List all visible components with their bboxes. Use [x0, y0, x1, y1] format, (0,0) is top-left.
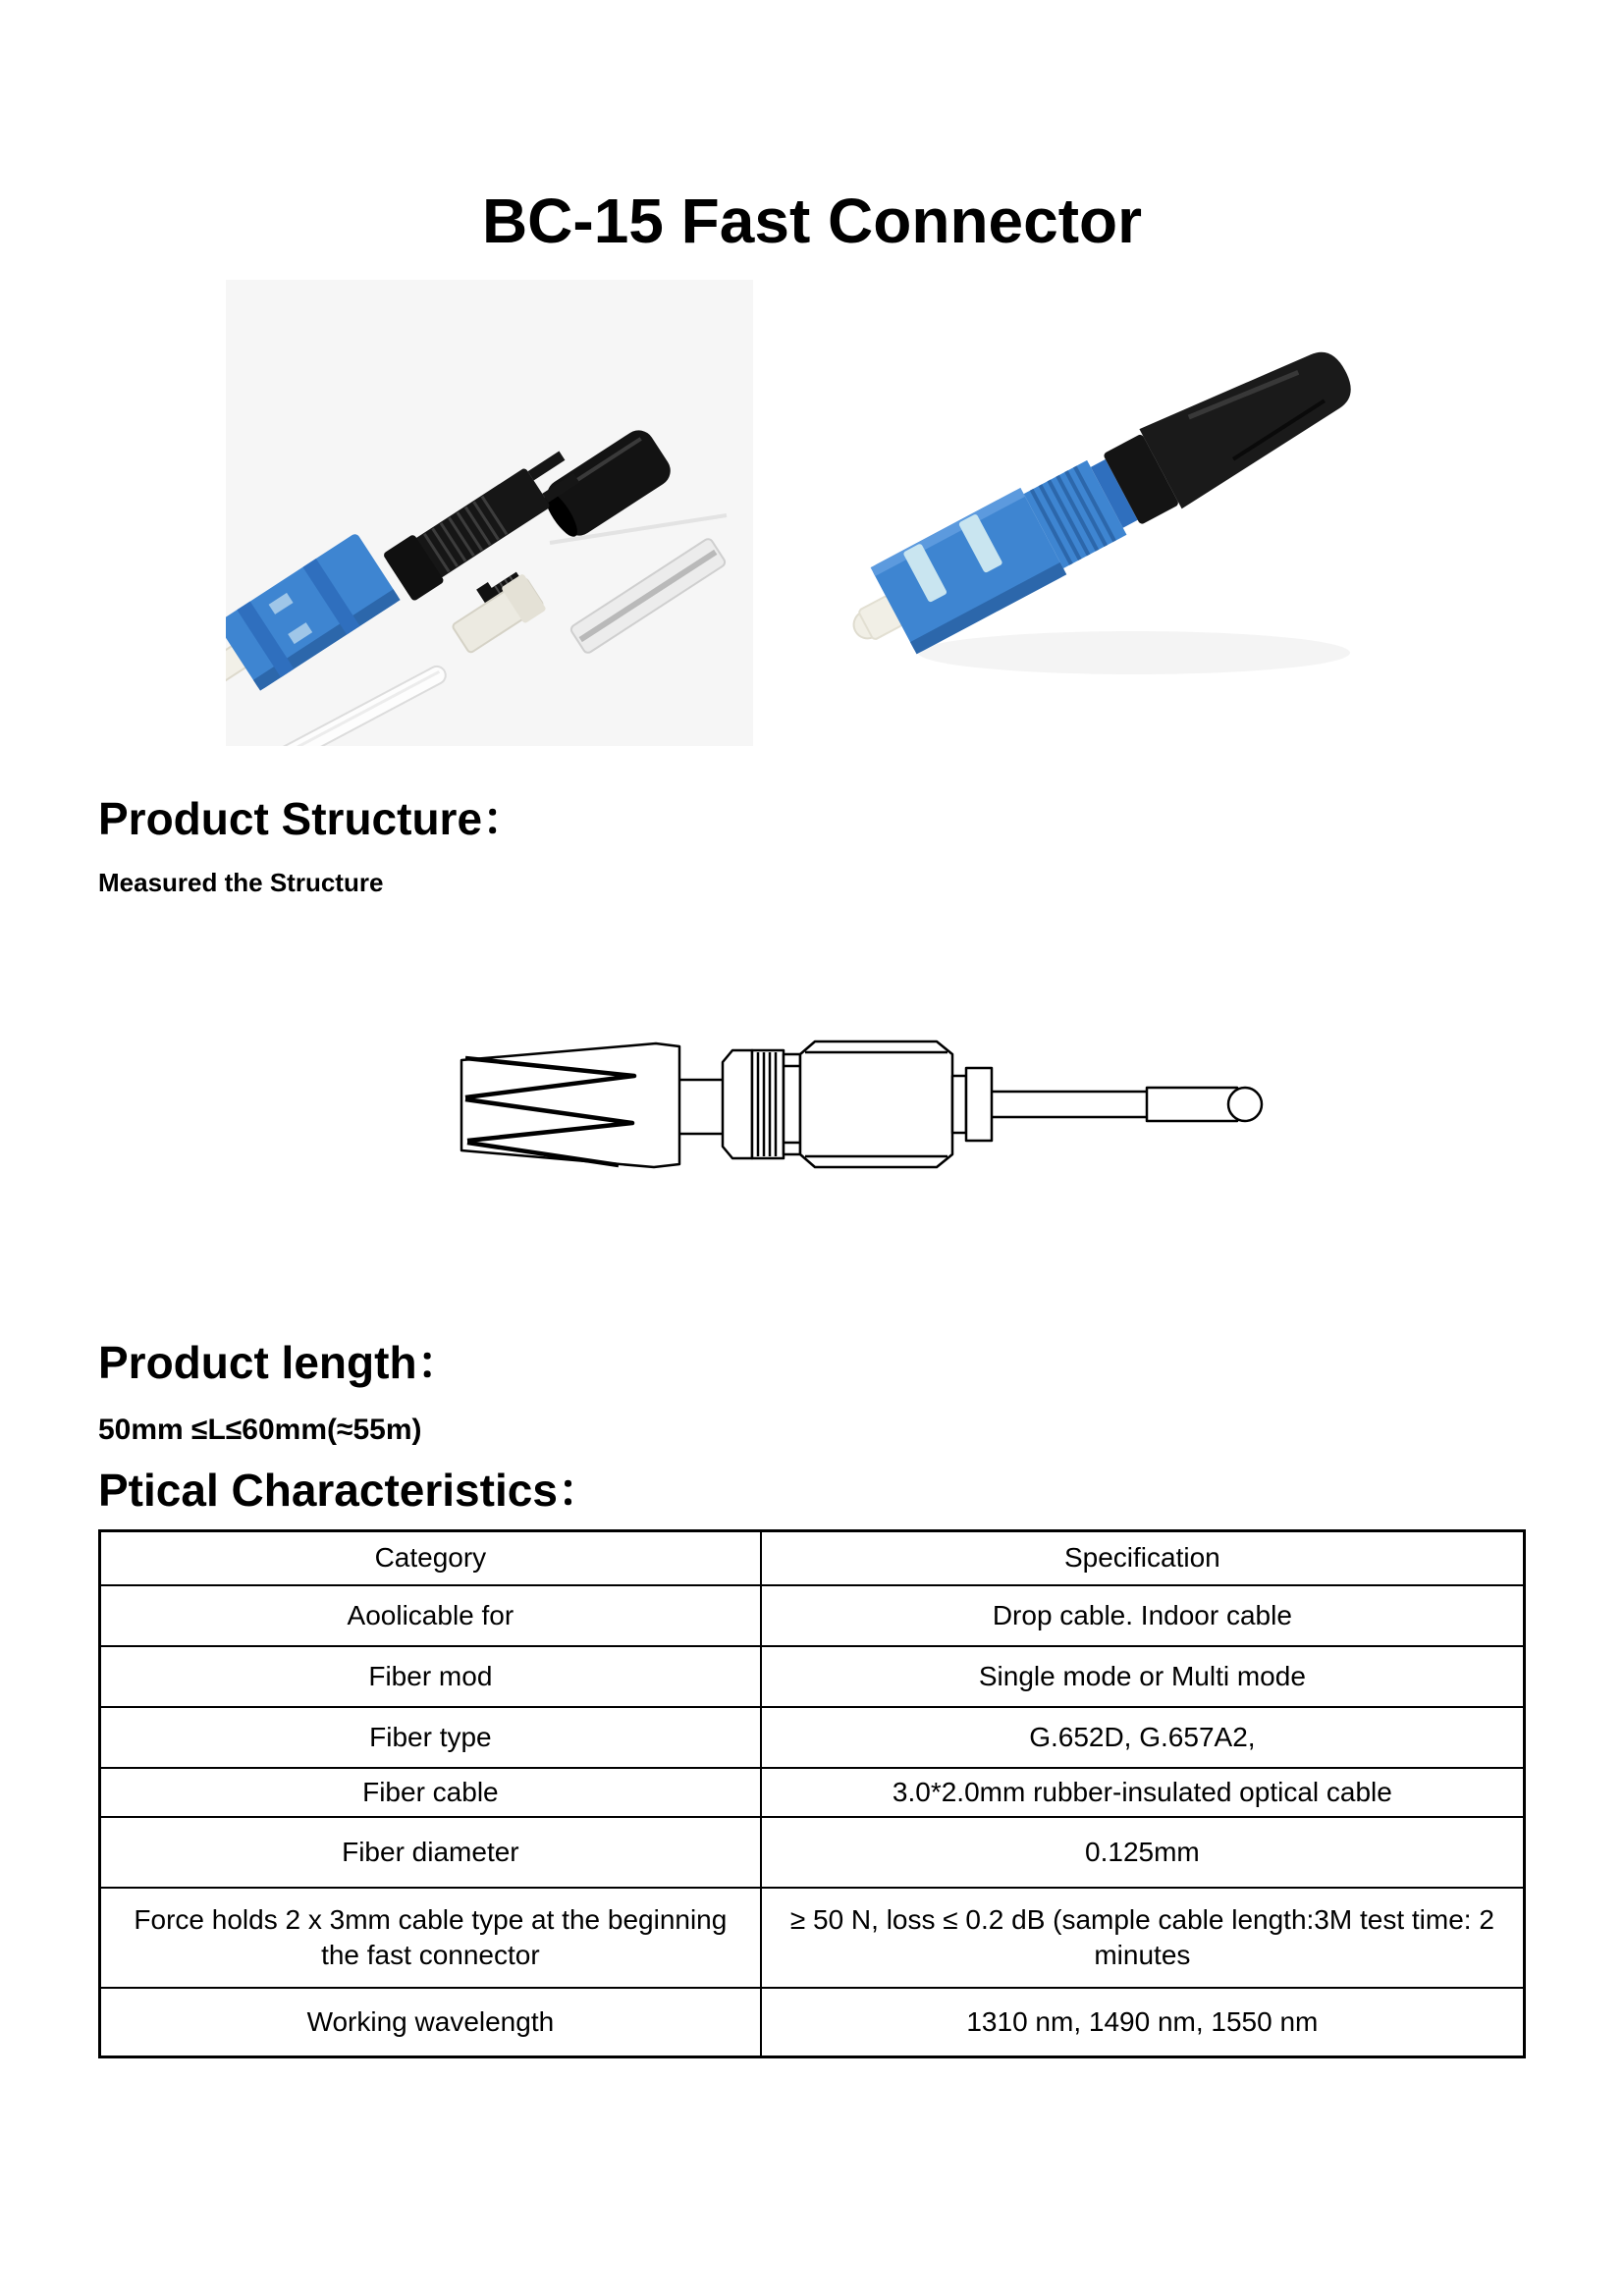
cell-specification: G.652D, G.657A2,	[761, 1707, 1525, 1768]
cell-category: Force holds 2 x 3mm cable type at the beginning the fast connector	[100, 1888, 761, 1988]
cell-specification: Drop cable. Indoor cable	[761, 1585, 1525, 1646]
column-header-category: Category	[100, 1531, 761, 1586]
cell-specification: 0.125mm	[761, 1817, 1525, 1888]
table-row	[100, 1888, 1525, 1988]
exploded-connector-photo	[226, 280, 753, 746]
table-row	[100, 1707, 1525, 1768]
page-title: BC-15 Fast Connector	[481, 186, 1143, 256]
column-header-specification: Specification	[761, 1531, 1525, 1586]
text-product-length-spec: 50mm ≤L≤60mm(≈55m)	[98, 1414, 422, 1446]
connector-line-drawing	[460, 1037, 1274, 1174]
exploded-connector-illustration	[226, 280, 753, 746]
table-row	[100, 1768, 1525, 1817]
cell-category: Fiber mod	[100, 1646, 761, 1707]
heading-optical-characteristics: Ptical Characteristics：	[98, 1465, 603, 1516]
cell-category: Fiber cable	[100, 1768, 761, 1817]
assembled-connector-photo	[839, 324, 1380, 707]
cell-specification: Single mode or Multi mode	[761, 1646, 1525, 1707]
optical-characteristics-table	[98, 1529, 1526, 2058]
text-measured-structure: Measured the Structure	[98, 868, 384, 897]
cell-category: Fiber type	[100, 1707, 761, 1768]
table-row	[100, 1988, 1525, 2057]
table-row	[100, 1817, 1525, 1888]
cell-category: Working wavelength	[100, 1988, 761, 2057]
table-row	[100, 1646, 1525, 1707]
heading-product-length: Product length：	[98, 1337, 462, 1388]
cell-category: Aoolicable for	[100, 1585, 761, 1646]
cell-specification: 3.0*2.0mm rubber-insulated optical cable	[761, 1768, 1525, 1817]
table-header-row	[100, 1531, 1525, 1586]
cell-specification: ≥ 50 N, loss ≤ 0.2 dB (sample cable length:3M test time: 2 minutes	[761, 1888, 1525, 1988]
cell-specification: 1310 nm, 1490 nm, 1550 nm	[761, 1988, 1525, 2057]
cell-category: Fiber diameter	[100, 1817, 761, 1888]
heading-product-structure: Product Structure：	[98, 793, 528, 844]
assembled-connector-illustration	[839, 324, 1380, 707]
table-row	[100, 1585, 1525, 1646]
